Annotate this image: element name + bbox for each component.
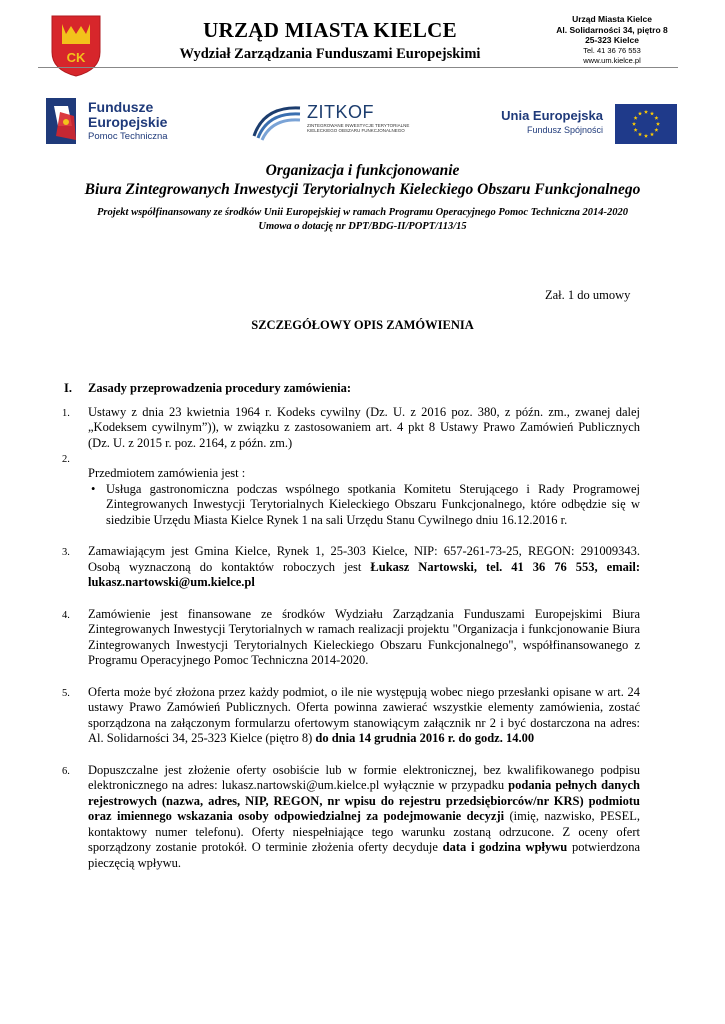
zitkof-logo-text <box>307 102 417 133</box>
bullet-marker: • <box>91 481 96 496</box>
item-number: 2. <box>62 454 70 465</box>
project-title-line: Biura Zintegrowanych Inwestycji Terytorialnych Kieleckiego Obszaru Funkcjonalnego <box>84 181 641 198</box>
address-line: Urząd Miasta Kielce <box>572 14 652 24</box>
address-phone: Tel. 41 36 76 553 <box>583 45 641 55</box>
list-item <box>60 451 640 528</box>
item-text: (imię, nazwisko, PESEL, kontaktowy numer telefonu). Oferty niespełniające tego warunku zostaną odrzucone. Z oceny ofert sporządzony zostanie protokół. O terminie złożenia oferty decyduje <box>88 809 640 854</box>
item-number: 6. <box>62 765 70 777</box>
list-item <box>60 607 640 669</box>
eu-logo-text <box>493 108 603 135</box>
item-number: 1. <box>62 407 70 419</box>
department-name: Wydział Zarządzania Funduszami Europejskimi <box>179 46 481 62</box>
item-text: Dopuszczalne jest złożenie oferty osobiście lub w formie elektronicznej, bez kwalifikowanego podpisu elektronicznego na adres: lukasz.nartowski@um.kielce.pl wyłącznie w przypadku <box>88 762 640 792</box>
project-title-line: Organizacja i funkcjonowanie <box>265 162 460 179</box>
required-data: podania pełnych danych rejestrowych (nazwa, adres, NIP, REGON, nr wpisu do rejestru przedsiębiorców/nr KRS) podmiotu oraz imiennego wskazania osoby odpowiedzialnej za podejmowanie decyzji <box>88 778 640 823</box>
bullet-text: Usługa gastronomiczna podczas wspólnego spotkania Komitetu Sterującego i Rady Programowej Zintegrowanych Inwestycji Terytorialnych Kieleckiego Obszaru Funkcjonalnego, które odbędzie się w siedzibie Urzędu Miasta Kielce Rynek 1 na sali Urzędu Stanu Cywilnego dniu 16.12.2016 r. <box>106 481 640 527</box>
item-text: Ustawy z dnia 23 kwietnia 1964 r. Kodeks cywilny (Dz. U. z 2016 poz. 380, z późn. zm., zwanej dalej „Kodeksem cywilnym”)), w związku z zastosowaniem art. 4 pkt 8 Ustawy Prawo Zamówień Publicznych (Dz. U. z 2015 r. poz. 2164, z późn. zm.) <box>88 404 640 450</box>
contact-details: Łukasz Nartowski, tel. 41 36 76 553, email: lukasz.nartowski@um.kielce.pl <box>88 559 640 589</box>
attachment-label: Zał. 1 do umowy <box>545 288 631 302</box>
fe-line: Pomoc Techniczna <box>88 131 168 142</box>
letterhead-title-block <box>150 18 510 63</box>
list-item <box>60 544 640 591</box>
kielce-crest-logo <box>50 14 102 78</box>
document-body <box>60 381 640 871</box>
item-text: potwierdzona pieczęcią wpływu. <box>88 840 640 870</box>
address-website: www.um.kielce.pl <box>583 56 641 65</box>
address-line: Al. Solidarności 34, piętro 8 <box>556 24 668 35</box>
list-item <box>60 405 640 452</box>
item-number: 4. <box>62 609 70 621</box>
office-name: URZĄD MIASTA KIELCE <box>203 18 457 42</box>
item-text: Zamawiającym jest Gmina Kielce, Rynek 1, 25-303 Kielce, NIP: 657-261-73-25, REGON: 291009343. Osobą wyznaczoną do kontaktów roboczych jest <box>88 544 640 574</box>
zitkof-desc: ZINTEGROWANE INWESTYCJE TERYTORIALNE KIELECKIEGO OBSZARU FUNKCJONALNEGO <box>307 123 410 133</box>
project-title-block <box>30 162 695 234</box>
item-text: Zamówienie jest finansowane ze środków Wydziału Zarządzania Funduszami Europejskimi Biura Zintegrowanych Inwestycji Terytorialnych w ramach realizacji projektu "Organizacja i funkcjonowanie Biura Zintegrowanych Inwestycji Terytorialnych Kieleckiego Obszaru Funkcjonalnego", współfinansowanego z Programu Operacyjnego Pomoc Techniczna 2014-2020. <box>88 606 640 667</box>
eu-line: Unia Europejska <box>501 108 603 123</box>
address-line: 25-323 Kielce <box>585 35 639 45</box>
section-title: Zasady przeprowadzenia procedury zamówienia: <box>88 381 352 395</box>
header-divider <box>38 67 678 68</box>
item-number: 5. <box>62 687 70 699</box>
fe-line: Europejskie <box>88 114 168 130</box>
eu-line: Fundusz Spójności <box>526 125 603 135</box>
item-text: Oferta może być złożona przez każdy podmiot, o ile nie występują wobec niego przesłanki opisane w art. 24 ustawy Prawo Zamówień Publicznych. Oferta powinna zawierać wszystkie elementy zamówienia, zostać sporządzona na załączonym formularzu ofertowym stanowiącym załącznik nr 2 i być dostarczona na adres: Al. Solidarności 34, 25-323 Kielce (piętro 8) <box>88 684 640 745</box>
bullet-item <box>88 482 640 529</box>
receipt-criterion: data i godzina wpływu <box>442 840 568 854</box>
project-funding-note: Projekt współfinansowany ze środków Unii Europejskiej w ramach Programu Operacyjnego Pomoc Techniczna 2014-2020 <box>96 207 629 218</box>
fe-line: Fundusze <box>88 99 154 115</box>
eu-flag-icon <box>615 104 677 144</box>
project-agreement-number: Umowa o dotację nr DPT/BDG-II/POPT/113/15 <box>258 221 467 232</box>
office-address <box>538 14 686 67</box>
zitkof-name: ZITKOF <box>307 102 374 122</box>
list-item <box>60 763 640 872</box>
list-item <box>60 685 640 747</box>
document-title: SZCZEGÓŁOWY OPIS ZAMÓWIENIA <box>251 318 474 332</box>
crest-letters: CK <box>66 50 86 65</box>
item-number: 3. <box>62 547 70 558</box>
item-text: Przedmiotem zamówienia jest : <box>88 466 246 480</box>
deadline: do dnia 14 grudnia 2016 r. do godz. 14.00 <box>315 731 535 745</box>
section-heading <box>60 381 640 397</box>
section-number: I. <box>64 381 72 395</box>
fe-logo-text <box>88 100 168 143</box>
